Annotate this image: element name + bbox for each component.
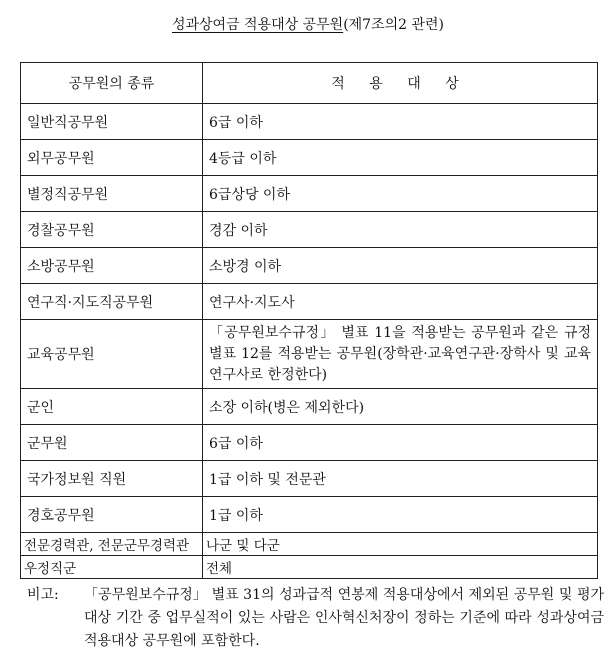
- cell-target: 소방경 이하: [203, 248, 598, 284]
- cell-target: 1급 이하: [203, 497, 598, 533]
- footnote-text: 「공무원보수규정」 별표 31의 성과급적 연봉제 적용대상에서 제외된 공무원 및 평가 대상 기간 중 업무실적이 있는 사람은 인사혁신처장이 정하는 기준에 따라 성과상여금 적용대상 공무원에 포함한다.: [84, 587, 604, 649]
- cell-target: 나군 및 다군: [203, 533, 598, 556]
- cell-target: 6급 이하: [203, 104, 598, 140]
- title-suffix: (제7조의2 관련): [343, 17, 444, 33]
- table-row: [21, 320, 598, 389]
- footnote-label: 비고:: [27, 587, 59, 603]
- cell-official-type: 별정직공무원: [21, 176, 203, 212]
- header-target: 적 용 대 상: [203, 63, 598, 104]
- header-official-type: 공무원의 종류: [21, 63, 203, 104]
- table-row: [21, 104, 598, 140]
- cell-target: 4등급 이하: [203, 140, 598, 176]
- cell-official-type: 군인: [21, 389, 203, 425]
- table-row: [21, 140, 598, 176]
- table-row: [21, 212, 598, 248]
- cell-official-type: 군무원: [21, 425, 203, 461]
- cell-official-type: 우정직군: [21, 556, 203, 579]
- cell-official-type: 소방공무원: [21, 248, 203, 284]
- table-row: [21, 556, 598, 579]
- cell-target: 경감 이하: [203, 212, 598, 248]
- cell-target: 1급 이하 및 전문관: [203, 461, 598, 497]
- cell-official-type: 연구직·지도직공무원: [21, 284, 203, 320]
- cell-official-type: 일반직공무원: [21, 104, 203, 140]
- title-main: 성과상여금 적용대상 공무원: [171, 17, 344, 33]
- table-row: [21, 497, 598, 533]
- table-row: [21, 533, 598, 556]
- table-row: [21, 461, 598, 497]
- cell-target: 연구사·지도사: [203, 284, 598, 320]
- table-row: [21, 425, 598, 461]
- document-title: [0, 14, 616, 34]
- cell-target: 소장 이하(병은 제외한다): [203, 389, 598, 425]
- table-row: [21, 176, 598, 212]
- table-row: [21, 248, 598, 284]
- cell-official-type: 경호공무원: [21, 497, 203, 533]
- cell-target: 전체: [203, 556, 598, 579]
- cell-official-type: 경찰공무원: [21, 212, 203, 248]
- cell-official-type: 교육공무원: [21, 320, 203, 389]
- cell-target: 「공무원보수규정」 별표 11을 적용받는 공무원과 같은 규정 별표 12를 적용받는 공무원(장학관·교육연구관·장학사 및 교육연구사로 한정한다): [203, 320, 598, 389]
- table-row: [21, 389, 598, 425]
- table-row: [21, 284, 598, 320]
- cell-target: 6급 이하: [203, 425, 598, 461]
- cell-official-type: 국가정보원 직원: [21, 461, 203, 497]
- cell-official-type: 전문경력관, 전문군무경력관: [21, 533, 203, 556]
- table-header-row: [21, 63, 598, 104]
- eligibility-table: [20, 62, 598, 579]
- cell-target: 6급상당 이하: [203, 176, 598, 212]
- cell-official-type: 외무공무원: [21, 140, 203, 176]
